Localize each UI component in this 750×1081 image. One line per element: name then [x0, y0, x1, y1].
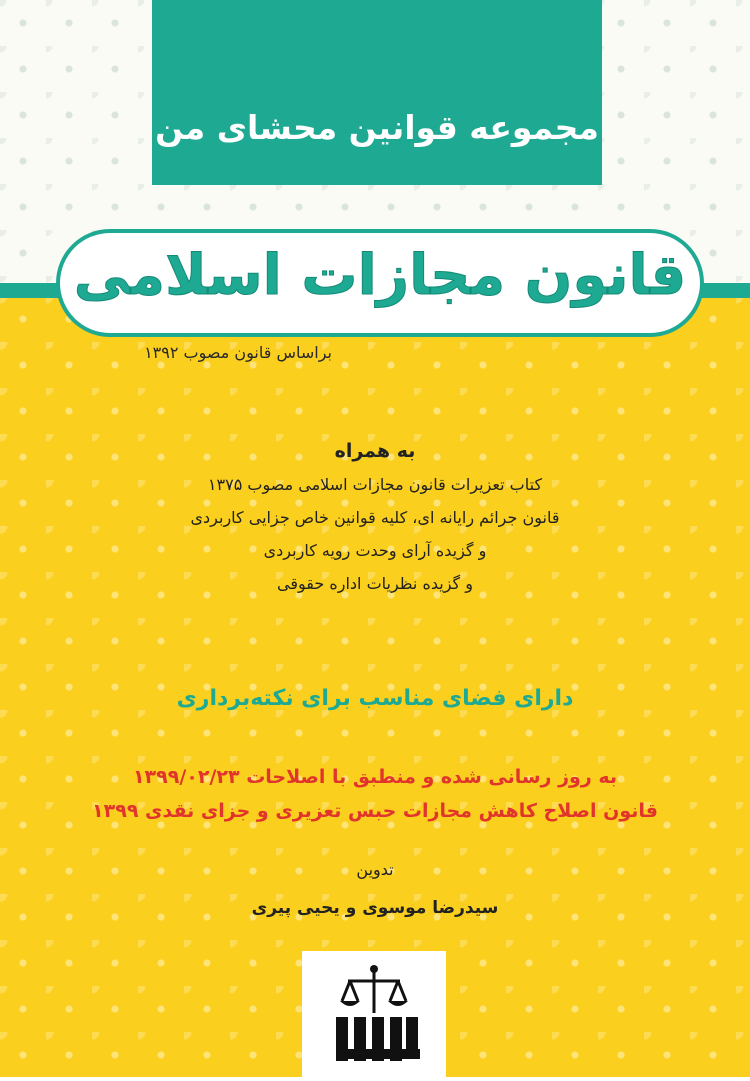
notes-space-tagline: دارای فضای مناسب برای نکته‌برداری	[176, 686, 574, 711]
series-title-box	[152, 0, 602, 185]
scales-of-justice-icon	[302, 951, 446, 1077]
accompaniment-block	[90, 440, 660, 600]
update-line: قانون اصلاح کاهش مجازات حبس تعزیری و جزای نقدی ۱۳۹۹	[92, 800, 658, 822]
basis-subtitle: براساس قانون مصوب ۱۳۹۲	[144, 343, 332, 362]
main-title: قانون مجازات اسلامی	[73, 243, 687, 308]
authors: سیدرضا موسوی و یحیی پیری	[251, 898, 499, 918]
accompaniment-line: قانون جرائم رایانه ای، کلیه قوانین خاص جزایی کاربردی	[190, 508, 560, 527]
accompaniment-line: و گزیده آرای وحدت رویه کاربردی	[263, 541, 487, 560]
publisher-logo-box	[302, 951, 446, 1077]
series-title: مجموعه قوانین محشای من	[155, 108, 599, 147]
compile-label: تدوین	[356, 860, 394, 879]
accompaniment-heading: به همراه	[334, 440, 416, 462]
update-notice	[60, 760, 690, 828]
update-line: به روز رسانی شده و منطبق با اصلاحات ۱۳۹۹/۰۲/۲۳	[132, 766, 618, 788]
accompaniment-line: و گزیده نظریات اداره حقوقی	[277, 574, 473, 593]
accompaniment-line: کتاب تعزیرات قانون مجازات اسلامی مصوب ۱۳۷۵	[207, 475, 543, 494]
